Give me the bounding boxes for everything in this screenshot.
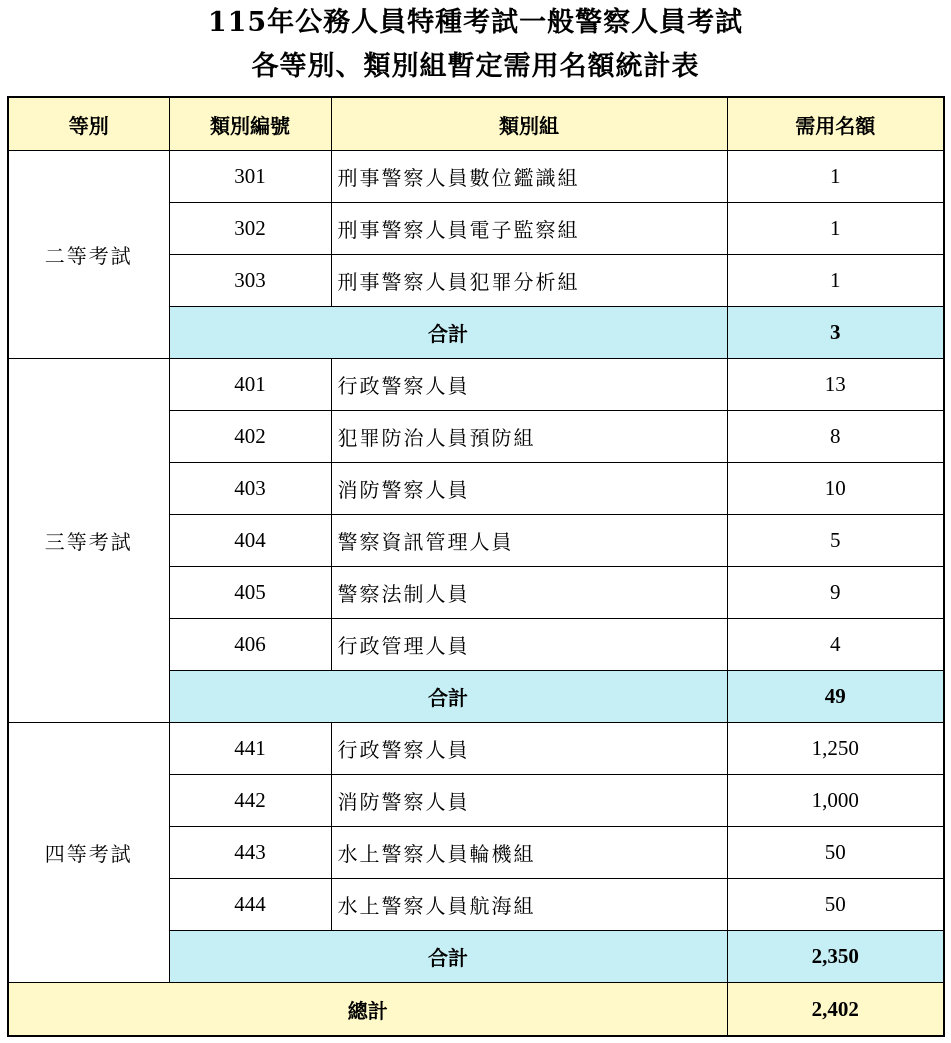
category-cell: 刑事警察人員犯罪分析組 bbox=[331, 255, 727, 307]
table-row bbox=[8, 723, 944, 775]
subtotal-label: 合計 bbox=[169, 671, 727, 723]
category-cell: 警察法制人員 bbox=[331, 567, 727, 619]
category-cell: 刑事警察人員電子監察組 bbox=[331, 203, 727, 255]
code-cell: 302 bbox=[169, 203, 331, 255]
header-category: 類別組 bbox=[331, 97, 727, 151]
quota-cell: 9 bbox=[727, 567, 944, 619]
quota-cell: 10 bbox=[727, 463, 944, 515]
subtotal-value: 2,350 bbox=[727, 931, 944, 983]
header-quota: 需用名額 bbox=[727, 97, 944, 151]
category-cell: 刑事警察人員數位鑑識組 bbox=[331, 151, 727, 203]
page-title-line2: 各等別、類別組暫定需用名額統計表 bbox=[251, 51, 700, 82]
quota-cell: 8 bbox=[727, 411, 944, 463]
quota-cell: 50 bbox=[727, 827, 944, 879]
page-title-line1: 115年公務人員特種考試一般警察人員考試 bbox=[207, 7, 744, 38]
quota-cell: 1,000 bbox=[727, 775, 944, 827]
category-cell: 消防警察人員 bbox=[331, 775, 727, 827]
subtotal-label: 合計 bbox=[169, 931, 727, 983]
code-cell: 402 bbox=[169, 411, 331, 463]
code-cell: 301 bbox=[169, 151, 331, 203]
quota-cell: 4 bbox=[727, 619, 944, 671]
grand-total-label: 總計 bbox=[8, 983, 727, 1037]
header-grade: 等別 bbox=[8, 97, 169, 151]
table-row bbox=[8, 151, 944, 203]
quota-cell: 1 bbox=[727, 255, 944, 307]
table-header-row bbox=[8, 97, 944, 151]
category-cell: 消防警察人員 bbox=[331, 463, 727, 515]
category-cell: 犯罪防治人員預防組 bbox=[331, 411, 727, 463]
quota-cell: 1,250 bbox=[727, 723, 944, 775]
category-cell: 行政管理人員 bbox=[331, 619, 727, 671]
quota-cell: 1 bbox=[727, 151, 944, 203]
grand-total-row bbox=[8, 983, 944, 1037]
code-cell: 303 bbox=[169, 255, 331, 307]
code-cell: 444 bbox=[169, 879, 331, 931]
grade-cell: 三等考試 bbox=[8, 359, 169, 723]
subtotal-value: 3 bbox=[727, 307, 944, 359]
code-cell: 441 bbox=[169, 723, 331, 775]
grade-cell: 四等考試 bbox=[8, 723, 169, 983]
category-cell: 水上警察人員航海組 bbox=[331, 879, 727, 931]
code-cell: 443 bbox=[169, 827, 331, 879]
quota-cell: 13 bbox=[727, 359, 944, 411]
grade-cell: 二等考試 bbox=[8, 151, 169, 359]
category-cell: 水上警察人員輪機組 bbox=[331, 827, 727, 879]
header-code: 類別編號 bbox=[169, 97, 331, 151]
code-cell: 405 bbox=[169, 567, 331, 619]
table-body bbox=[8, 151, 944, 1037]
category-cell: 行政警察人員 bbox=[331, 723, 727, 775]
category-cell: 行政警察人員 bbox=[331, 359, 727, 411]
category-cell: 警察資訊管理人員 bbox=[331, 515, 727, 567]
code-cell: 403 bbox=[169, 463, 331, 515]
subtotal-label: 合計 bbox=[169, 307, 727, 359]
quota-cell: 1 bbox=[727, 203, 944, 255]
subtotal-value: 49 bbox=[727, 671, 944, 723]
quota-table bbox=[7, 96, 945, 1037]
quota-cell: 5 bbox=[727, 515, 944, 567]
grand-total-value: 2,402 bbox=[727, 983, 944, 1037]
table-row bbox=[8, 359, 944, 411]
quota-cell: 50 bbox=[727, 879, 944, 931]
code-cell: 406 bbox=[169, 619, 331, 671]
code-cell: 404 bbox=[169, 515, 331, 567]
code-cell: 442 bbox=[169, 775, 331, 827]
code-cell: 401 bbox=[169, 359, 331, 411]
